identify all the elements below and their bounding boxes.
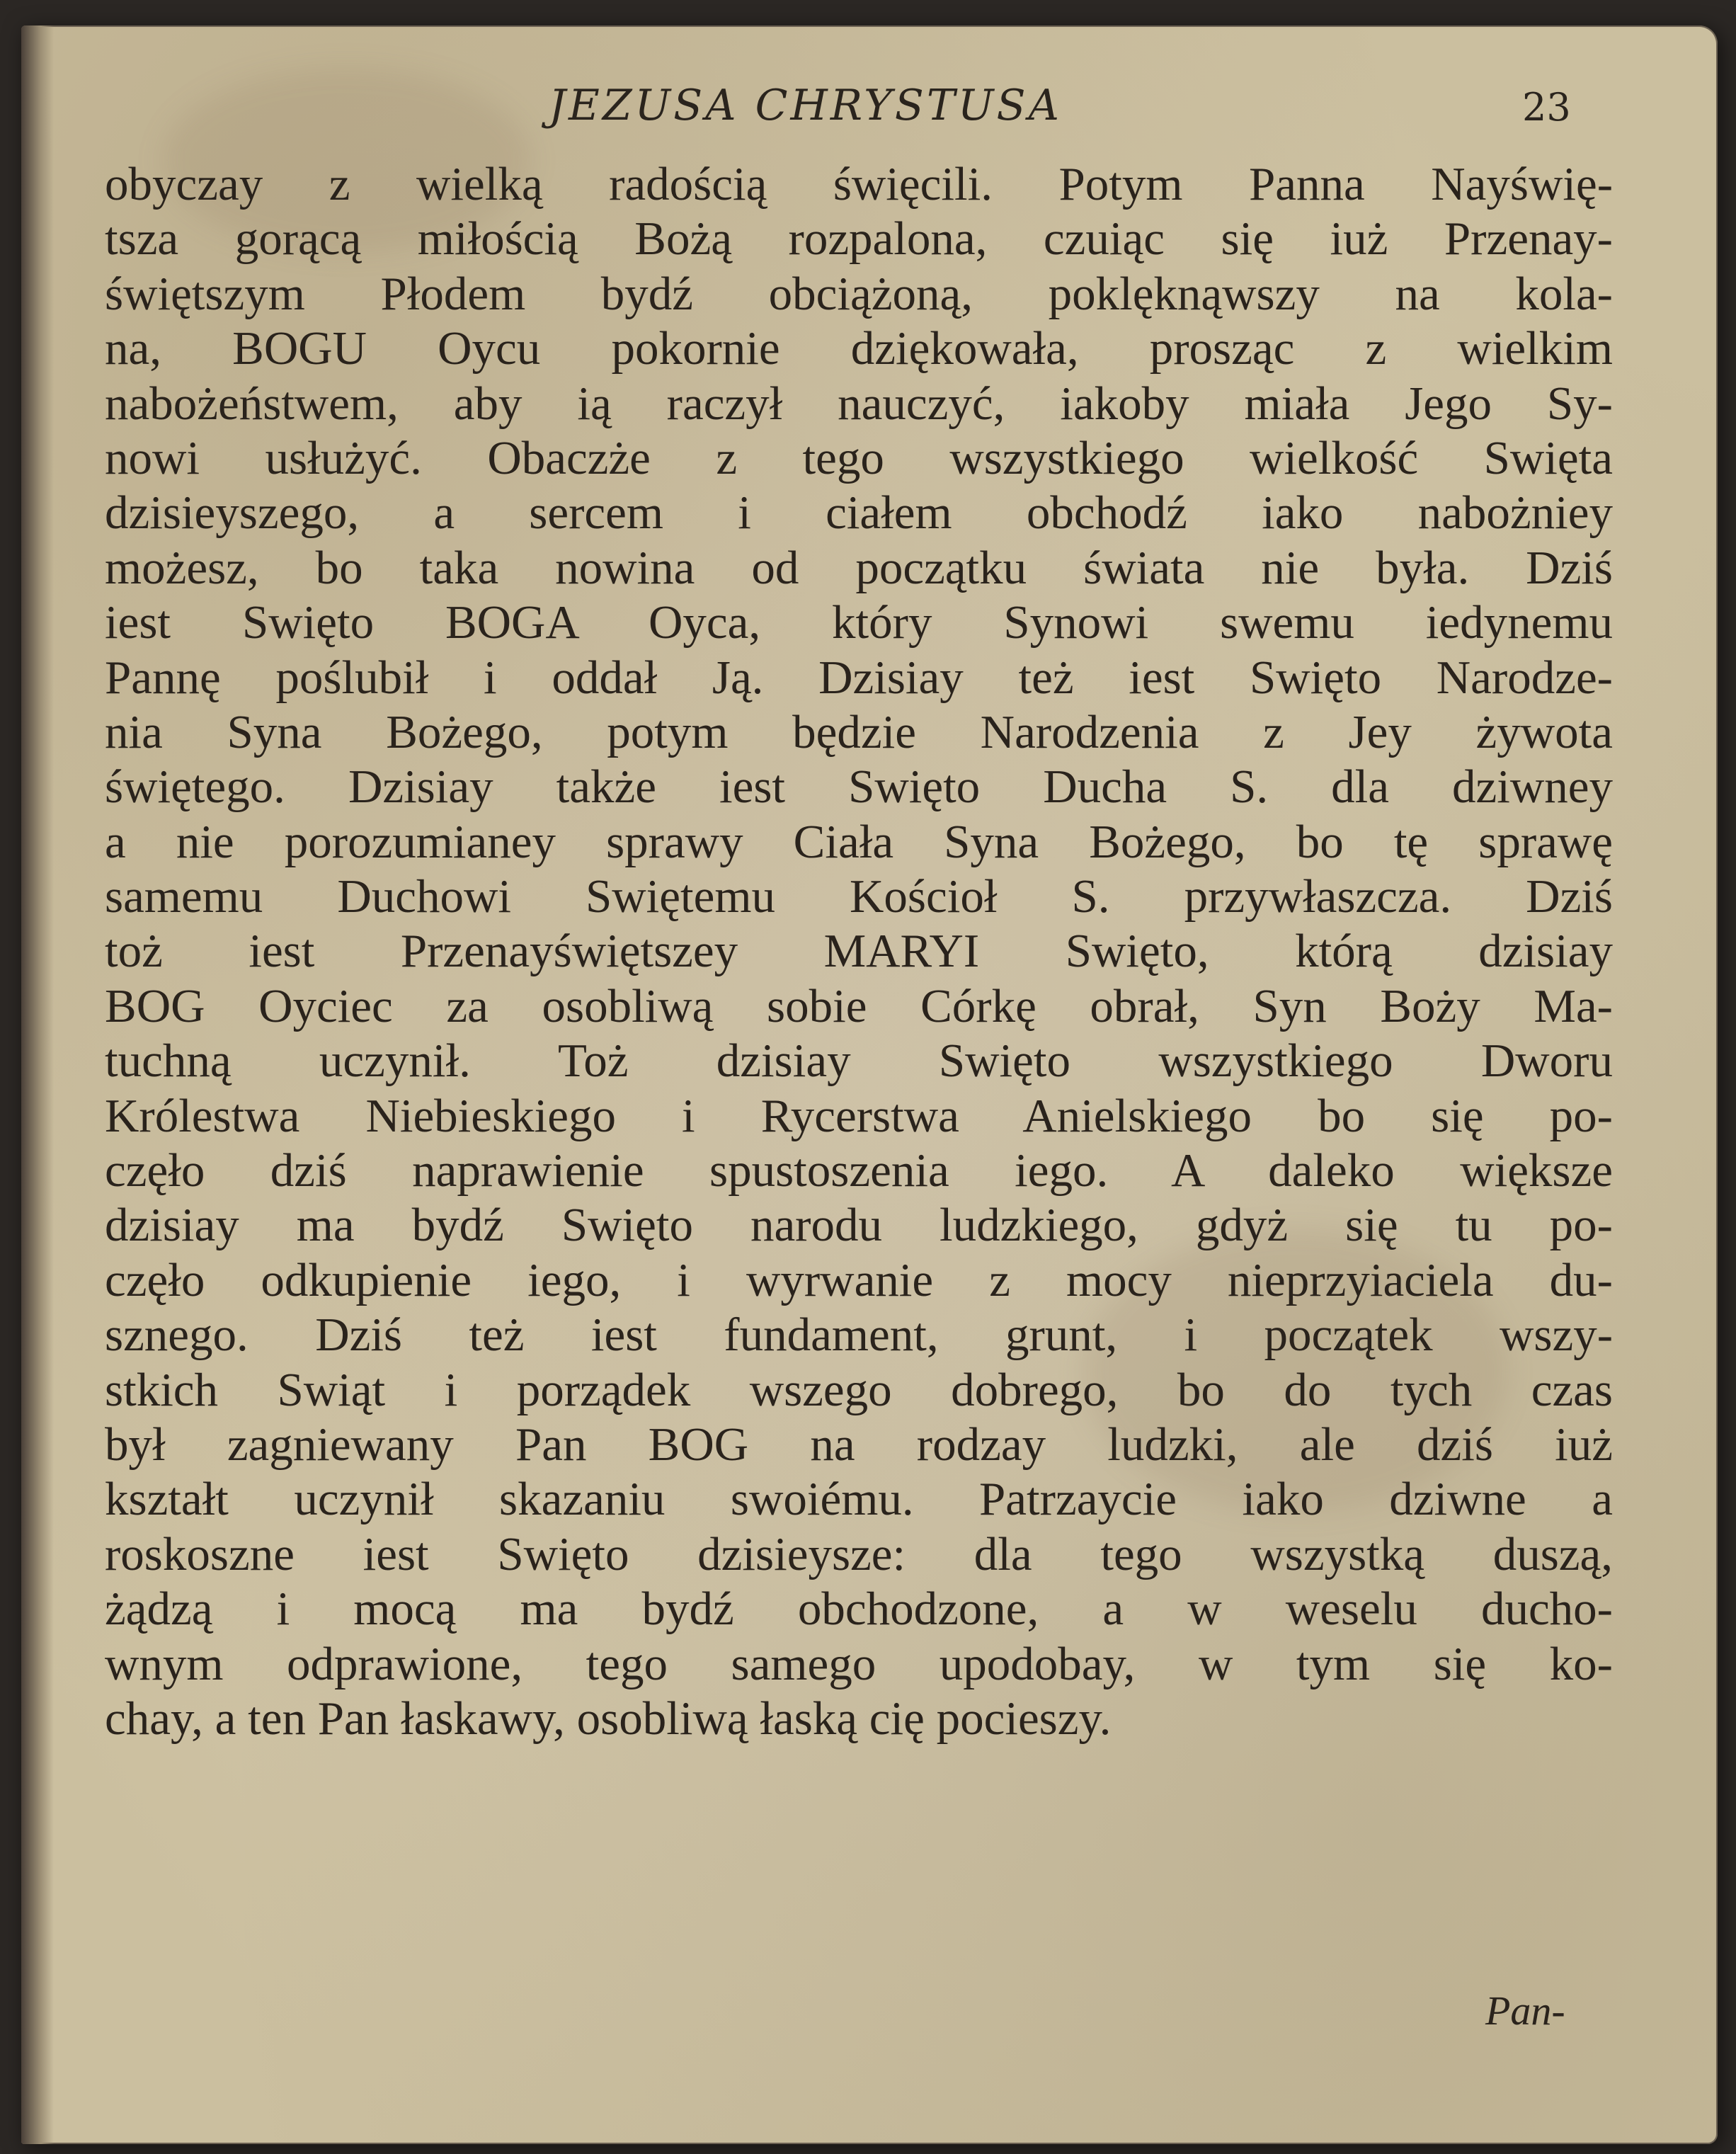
book-page bbox=[21, 25, 1718, 2144]
text-line: Królestwa Niebieskiego i Rycerstwa Anielskiego bo się po- bbox=[105, 1089, 1613, 1142]
body-text bbox=[105, 157, 1613, 1746]
text-line: a nie porozumianey sprawy Ciała Syna Bożego, bo tę sprawę bbox=[105, 815, 1613, 868]
text-line: samemu Duchowi Swiętemu Kościoł S. przywłaszcza. Dziś bbox=[105, 870, 1613, 923]
text-line: chay, a ten Pan łaskawy, osobliwą łaską cię pocieszy. bbox=[105, 1692, 1112, 1745]
text-line: BOG Oyciec za osobliwą sobie Córkę obrał, Syn Boży Ma- bbox=[105, 979, 1613, 1032]
text-line: iest Swięto BOGA Oyca, który Synowi swemu iedynemu bbox=[105, 596, 1613, 649]
text-line: toż iest Przenayświętszey MARYI Swięto, którą dzisiay bbox=[105, 925, 1613, 978]
text-line: Pannę poślubił i oddał Ją. Dzisiay też iest Swięto Narodze- bbox=[105, 651, 1613, 704]
text-line: na, BOGU Oycu pokornie dziękowała, prosząc z wielkim bbox=[105, 322, 1613, 375]
text-line: sznego. Dziś też iest fundament, grunt, i początek wszy- bbox=[105, 1309, 1613, 1362]
text-line: częło dziś naprawienie spustoszenia iego. A daleko większe bbox=[105, 1144, 1613, 1197]
text-line: dzisieyszego, a sercem i ciałem obchodź iako nabożniey bbox=[105, 486, 1613, 540]
text-line: tsza gorącą miłością Bożą rozpalona, czuiąc się iuż Przenay- bbox=[105, 212, 1613, 266]
text-line: nowi usłużyć. Obaczże z tego wszystkiego wielkość Swięta bbox=[105, 431, 1613, 484]
text-line: był zagniewany Pan BOG na rodzay ludzki, ale dziś iuż bbox=[105, 1418, 1613, 1471]
text-line: obyczay z wielką radością święcili. Potym Panna Nayświę- bbox=[105, 158, 1613, 210]
text-line: stkich Swiąt i porządek wszego dobrego, bo do tych czas bbox=[105, 1363, 1613, 1416]
text-line: świętego. Dzisiay także iest Swięto Ducha S. dla dziwney bbox=[105, 760, 1613, 814]
text-line: roskoszne iest Swięto dzisieysze: dla tego wszystką duszą, bbox=[105, 1527, 1613, 1580]
text-line: możesz, bo taka nowina od początku świata nie była. Dziś bbox=[105, 541, 1613, 594]
page-gutter bbox=[21, 25, 54, 2144]
text-line: świętszym Płodem bydź obciążoną, poklęknąwszy na kola- bbox=[105, 267, 1613, 320]
text-line: kształt uczynił skazaniu swoiému. Patrzaycie iako dziwne a bbox=[105, 1473, 1613, 1526]
text-line: nabożeństwem, aby ią raczył nauczyć, iakoby miała Jego Sy- bbox=[105, 377, 1613, 430]
text-line: żądzą i mocą ma bydź obchodzone, a w weselu ducho- bbox=[105, 1583, 1613, 1636]
text-line: dzisiay ma bydź Swięto narodu ludzkiego, gdyż się tu po- bbox=[105, 1199, 1613, 1252]
text-line: tuchną uczynił. Toż dzisiay Swięto wszystkiego Dworu bbox=[105, 1035, 1613, 1088]
text-line: nia Syna Bożego, potym będzie Narodzenia z Jey żywota bbox=[105, 705, 1613, 758]
catchword: Pan- bbox=[1485, 1988, 1565, 2034]
page-number: 23 bbox=[1522, 85, 1571, 130]
running-head-title: JEZUSA CHRYSTUSA bbox=[549, 81, 1062, 130]
running-head bbox=[21, 81, 1718, 152]
text-line: częło odkupienie iego, i wyrwanie z mocy nieprzyiaciela du- bbox=[105, 1253, 1613, 1306]
text-line: wnym odprawione, tego samego upodobay, w tym się ko- bbox=[105, 1637, 1613, 1690]
